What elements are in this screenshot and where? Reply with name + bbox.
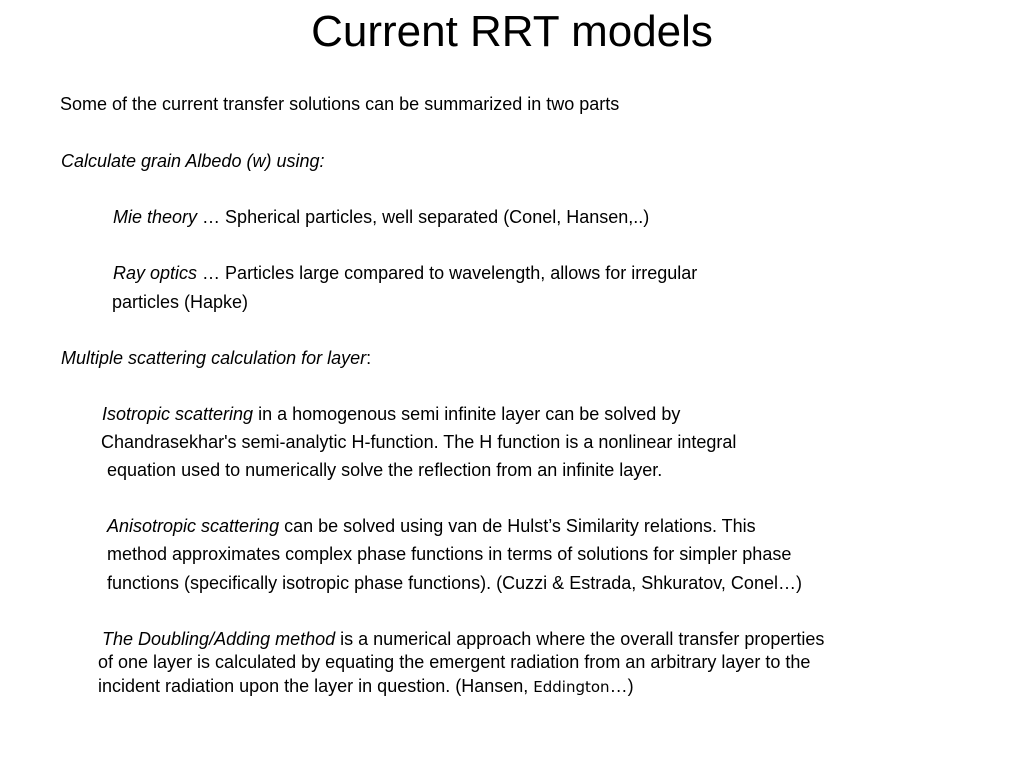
- mie-theory-text: … Spherical particles, well separated (Conel, Hansen,..): [197, 207, 650, 227]
- albedo-heading: Calculate grain Albedo (w) using:: [61, 151, 325, 171]
- ray-optics-text-continued: particles (Hapke): [112, 292, 249, 312]
- doubling-text: is a numerical approach where the overall transfer properties: [335, 629, 825, 649]
- scattering-heading: [61, 347, 371, 369]
- mie-theory-item: [113, 206, 649, 228]
- doubling-text-line-3-end: …): [609, 676, 634, 696]
- scattering-heading-colon: :: [366, 348, 372, 368]
- doubling-text-line-3-main: incident radiation upon the layer in question. (Hansen,: [98, 676, 534, 696]
- anisotropic-item: [107, 515, 756, 537]
- anisotropic-text-line-3: functions (specifically isotropic phase functions). (Cuzzi & Estrada, Shkuratov, Conel…): [107, 573, 802, 593]
- doubling-term: The Doubling/Adding method: [102, 629, 336, 649]
- doubling-text-line-2: of one layer is calculated by equating the emergent radiation from an arbitrary layer to the: [98, 652, 811, 672]
- isotropic-term: Isotropic scattering: [102, 404, 254, 424]
- doubling-citation-eddington: Eddington: [533, 678, 610, 696]
- anisotropic-text-line-2: method approximates complex phase functions in terms of solutions for simpler phase: [107, 544, 792, 564]
- anisotropic-text: can be solved using van de Hulst’s Similarity relations. This: [279, 516, 756, 536]
- anisotropic-term: Anisotropic scattering: [107, 516, 280, 536]
- isotropic-text: in a homogenous semi infinite layer can be solved by: [253, 404, 681, 424]
- ray-optics-item: [113, 262, 697, 284]
- isotropic-text-line-2: Chandrasekhar's semi-analytic H-function. The H function is a nonlinear integral: [101, 432, 737, 452]
- ray-optics-text: … Particles large compared to wavelength, allows for irregular: [197, 263, 698, 283]
- mie-theory-term: Mie theory: [113, 207, 198, 227]
- intro-text: Some of the current transfer solutions can be summarized in two parts: [60, 94, 620, 114]
- isotropic-text-line-3: equation used to numerically solve the reflection from an infinite layer.: [107, 460, 663, 480]
- doubling-text-line-3: [98, 675, 634, 698]
- isotropic-item: [102, 403, 680, 425]
- scattering-heading-text: Multiple scattering calculation for layer: [61, 348, 367, 368]
- ray-optics-term: Ray optics: [113, 263, 198, 283]
- doubling-item: [102, 628, 824, 650]
- slide-title: Current RRT models: [311, 7, 713, 56]
